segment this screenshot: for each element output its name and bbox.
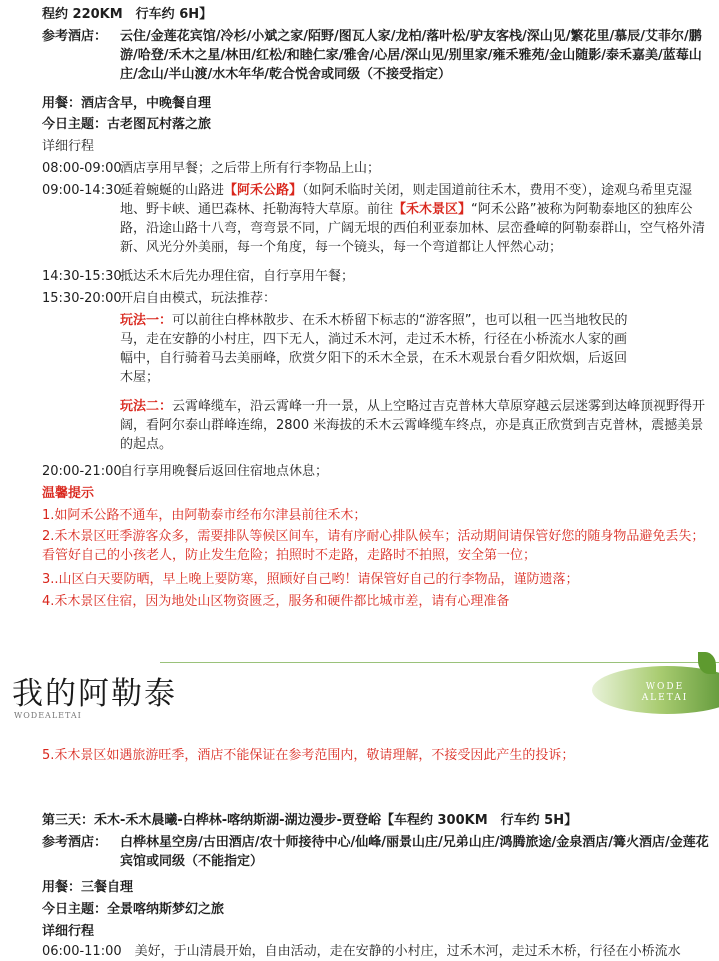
hotels-list: 云住/金莲花宾馆/冷杉/小斌之家/陌野/图瓦人家/龙柏/落叶松/驴友客栈/深山见/繁花里/慕辰/艾菲尔/鹏游/哈登/禾木之星/林田/红松/和睦仁家/雅舍/心居/深山见/别里家/雍禾雅苑/金山随影/泰禾嘉美/蓝莓山庄/念山/半山渡/水木年华/乾合悦舍或同级（不接受指定） xyxy=(120,29,702,82)
itinerary-item-partial: 06:00-11:00 美好，于山清晨开始，自由活动，走在安静的小村庄，过禾木河，走过禾木桥，行径在小桥流水 xyxy=(42,944,681,959)
item-time: 14:30-15:30 xyxy=(42,269,122,284)
hotels-label: 参考酒店： xyxy=(42,835,108,850)
item-desc: 酒店享用早餐；之后带上所有行李物品上山； xyxy=(120,161,381,176)
banner-subtitle: WODEALETAI xyxy=(14,711,82,720)
itinerary-item xyxy=(42,289,711,308)
day2-meals: 用餐：酒店含早，中晚餐自理 xyxy=(42,96,212,111)
desc-post: “阿禾公路”被称为阿勒泰地区的独库公路，沿途山路十八弯，弯弯景不同，广阔无垠的西伯利亚泰加林、层峦叠嶂的阿勒泰群山，空气格外清新、风光分外美丽，每一个角度，每一个镜头，每一个弯道都让人怦然心动； xyxy=(120,202,706,255)
banner-divider xyxy=(160,662,719,663)
itinerary-label: 详细行程 xyxy=(42,924,95,939)
desc-mid: （如阿禾临时关闭，则走国道前往禾木，费用不变），途观乌希里克湿地、野卡峡、通巴森林、托勒海特大草原。前往 xyxy=(120,183,693,217)
play2-text: 云霄峰缆车，沿云霄峰一升一景，从上空略过吉克普林大草原穿越云层迷雾到达峰顶视野得开阔，看阿尔泰山群峰连绵，2800 米海拔的禾木云霄峰缆车终点，亦是真正欣赏到吉克普林，震撼美景的起点。 xyxy=(120,399,706,452)
item-desc: 开启自由模式，玩法推荐： xyxy=(120,291,277,306)
item-time: 09:00-14:30 xyxy=(42,183,122,198)
tips-title: 温馨提示 xyxy=(42,486,95,501)
badge-line-2: ALETAI xyxy=(641,693,689,703)
desc-pre: 延着蜿蜒的山路进 xyxy=(120,183,225,198)
tip-item: 4.禾木景区住宿，因为地处山区物资匮乏，服务和硬件都比城市差，请有心理准备 xyxy=(42,594,510,609)
itinerary-item xyxy=(42,159,711,178)
tip-item: 5.禾木景区如遇旅游旺季，酒店不能保证在参考范围内，敬请理解，不接受因此产生的投诉； xyxy=(42,748,575,763)
play-option-2 xyxy=(120,397,711,454)
itinerary-item xyxy=(42,462,711,481)
item-time: 20:00-21:00 xyxy=(42,464,122,479)
tag-hemu-scenic: 【禾木景区】 xyxy=(393,202,472,217)
day2-hotels xyxy=(42,27,711,84)
hotels-list: 白桦林星空房/古田酒店/农十师接待中心/仙峰/丽景山庄/兄弟山庄/鸿腾旅途/金泉酒店/篝火酒店/金莲花宾馆或同级（不能指定） xyxy=(120,835,709,869)
item-time: 15:30-20:00 xyxy=(42,291,122,306)
play1-label: 玩法一： xyxy=(120,313,173,328)
tip-item: 2.禾木景区旺季游客众多，需要排队等候区间车，请有序耐心排队候车；活动期间请保管好您的随身物品避免丢失；看管好自己的小孩老人，防止发生危险；拍照时不走路，走路时不拍照，安全第一位； xyxy=(42,529,705,563)
play1-text: 可以前往白桦林散步、在禾木桥留下标志的“游客照”，也可以租一匹当地牧民的马，走在安静的小村庄，四下无人，淌过禾木河，走过禾木桥，行径在小桥流水人家的画幅中，自行骑着马去美丽峰，欣赏夕阳下的禾木全景，在禾木观景台看夕阳炊烟，后返回木屋； xyxy=(120,313,628,385)
day3-meals: 用餐：三餐自理 xyxy=(42,880,134,895)
hotels-label: 参考酒店： xyxy=(42,29,108,44)
tip-item: 1.如阿禾公路不通车，由阿勒泰市经布尔津县前往禾木； xyxy=(42,508,367,523)
leaf-icon xyxy=(698,652,716,674)
day-header-tail: 程约 220KM 行车约 6H】 xyxy=(42,7,213,22)
item-desc: 抵达禾木后先办理住宿，自行享用午餐； xyxy=(120,269,355,284)
banner-title: 我的阿勒泰 xyxy=(12,676,177,712)
tip-item: 3..山区白天要防晒，早上晚上要防寒，照顾好自己哟！请保管好自己的行李物品，谨防遗落； xyxy=(42,572,579,587)
day3-title: 第三天：禾木-禾木晨曦-白桦林-喀纳斯湖-湖边漫步-贾登峪【车程约 300KM 行车约 5H】 xyxy=(42,813,578,828)
badge-line-1: WODE xyxy=(645,682,685,692)
itinerary-item xyxy=(42,267,711,286)
leaf-badge-text xyxy=(620,682,710,704)
item-desc: 自行享用晚餐后返回住宿地点休息； xyxy=(120,464,329,479)
day3-hotels xyxy=(42,833,711,871)
item-time: 08:00-09:00 xyxy=(42,161,122,176)
day3-theme: 今日主题：全景喀纳斯梦幻之旅 xyxy=(42,902,225,917)
tag-ahe-road: 【阿禾公路】 xyxy=(224,183,303,198)
item-desc xyxy=(120,181,711,257)
day2-theme: 今日主题：古老图瓦村落之旅 xyxy=(42,117,212,132)
itinerary-item xyxy=(42,181,711,257)
play2-label: 玩法二： xyxy=(120,399,173,414)
itinerary-label: 详细行程 xyxy=(42,139,95,154)
play-option-1 xyxy=(120,311,631,387)
